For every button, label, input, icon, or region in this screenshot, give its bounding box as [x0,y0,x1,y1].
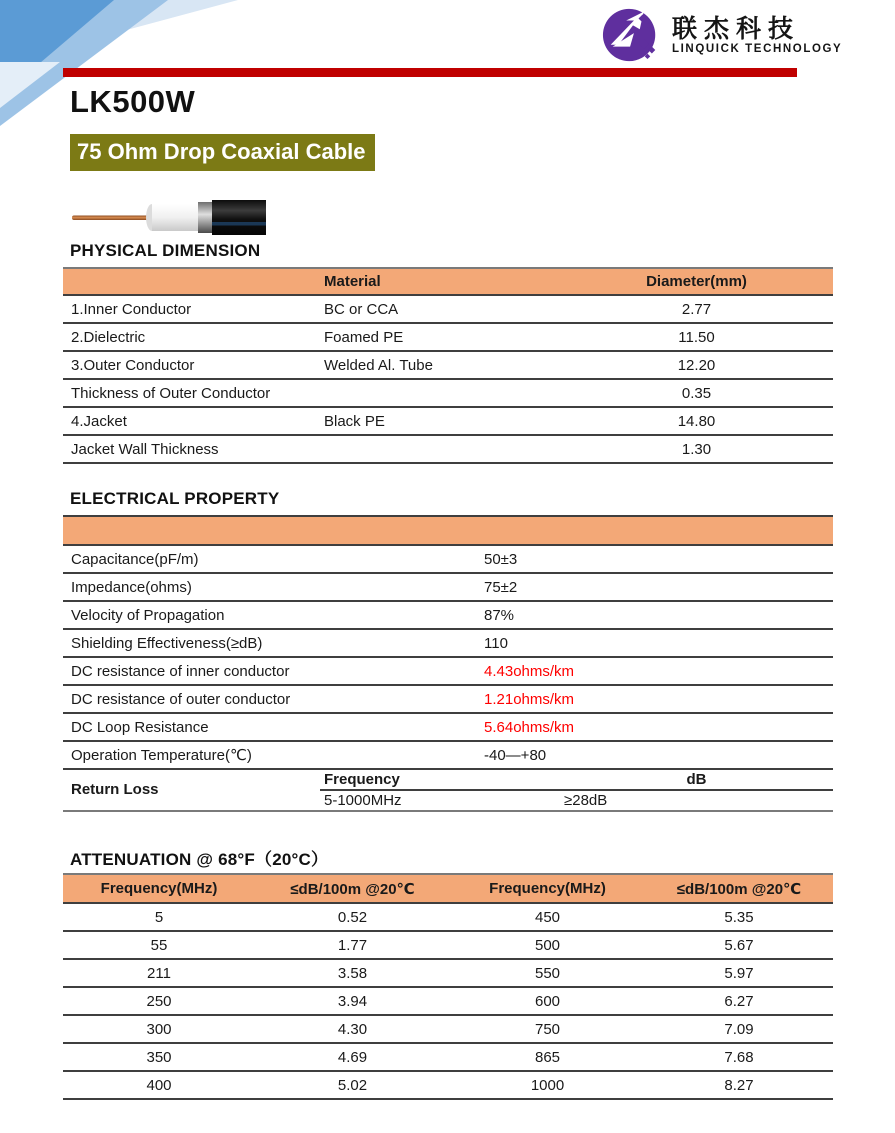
table-cell: DC resistance of inner conductor [71,662,290,680]
table-row [63,685,833,713]
table-cell: 250 [146,992,172,1010]
table-cell: 5.02 [337,1076,368,1094]
table-cell: 3.Outer Conductor [71,356,195,374]
table-cell: BC or CCA [324,300,399,318]
table-header-row [63,516,833,545]
table-cell: 4.43ohms/km [484,662,575,680]
table-cell: 211 [147,964,171,982]
table-cell: 11.50 [678,328,715,346]
table-cell: 8.27 [724,1076,754,1094]
table-cell: 865 [534,1048,561,1066]
cable-image [68,196,266,240]
table-cell: 1.30 [681,440,712,458]
table-cell: 1.77 [337,936,368,954]
table-row [63,435,833,463]
table-cell: 50±3 [484,550,518,568]
column-header-frequency-1: Frequency(MHz) [100,880,218,897]
table-cell: Velocity of Propagation [71,606,225,624]
table-cell: Impedance(ohms) [71,578,192,596]
table-cell: 400 [146,1076,172,1094]
table-cell: 4.69 [337,1048,368,1066]
table-row [63,629,833,657]
table-cell: Black PE [324,412,385,430]
table-row [63,351,833,379]
table-row [63,713,833,741]
table-row [63,601,833,629]
table-row [63,931,833,959]
table-cell: Shielding Effectiveness(≥dB) [71,634,263,652]
table-cell: 5.67 [724,936,754,954]
table-cell: Welded Al. Tube [324,356,433,374]
table-cell: 1.Inner Conductor [71,300,192,318]
column-header-db-2: ≤dB/100m @20℃ [676,880,802,898]
table-cell: 3.58 [337,964,368,982]
table-cell: DC resistance of outer conductor [71,690,291,708]
table-row [63,1071,833,1099]
product-title: LK500W [70,84,196,119]
table-row [63,295,833,323]
column-header-frequency-2: Frequency(MHz) [489,880,606,897]
column-header-diameter: Diameter(mm) [646,273,747,290]
table-cell: 500 [534,936,561,954]
table-row [63,657,833,685]
physical-dimension-heading: PHYSICAL DIMENSION [70,241,261,260]
table-cell: 600 [534,992,561,1010]
table-cell: 6.27 [724,992,754,1010]
table-cell [320,379,560,407]
table-cell: 4.Jacket [71,412,127,430]
table-cell: 3.94 [337,992,368,1010]
table-cell: 350 [146,1048,172,1066]
table-row [63,1015,833,1043]
column-header-db-1: ≤dB/100m @20℃ [290,880,415,898]
table-cell: 12.20 [677,356,716,374]
table-row [63,1043,833,1071]
table-cell: 0.52 [337,908,368,926]
table-cell: 14.80 [677,412,716,430]
table-cell: 2.77 [681,300,712,318]
table-row [63,987,833,1015]
product-subtitle-badge: 75 Ohm Drop Coaxial Cable [70,134,375,171]
table-header-row [63,268,833,295]
table-cell: Capacitance(pF/m) [71,550,199,568]
table-cell: Operation Temperature(℃) [71,747,252,764]
table-cell: Jacket Wall Thickness [71,440,219,458]
frequency-value: 5-1000MHz [324,792,402,809]
db-header: dB [560,769,833,790]
table-cell: 1.21ohms/km [484,690,575,708]
red-divider [63,68,797,77]
table-row [63,903,833,931]
logo-text-cn: 联杰科技 [672,14,801,43]
table-header-row [63,874,833,903]
table-cell: 5 [154,908,164,926]
table-cell: 550 [534,964,561,982]
table-cell: 4.30 [337,1020,368,1038]
table-cell: 5.64ohms/km [484,718,575,736]
table-cell: 87% [484,606,515,624]
logo-icon [601,4,663,66]
column-header [63,268,320,295]
logo-text-en: LINQUICK TECHNOLOGY [672,43,843,56]
table-cell: 0.35 [681,384,712,402]
table-row [63,573,833,601]
table-cell: 750 [534,1020,561,1038]
table-cell: 7.68 [724,1048,754,1066]
table-row [63,323,833,351]
table-cell: Foamed PE [324,328,404,346]
logo-text [672,15,842,56]
table-row [63,407,833,435]
table-cell: 300 [146,1020,172,1038]
company-logo [601,4,842,66]
return-loss-table [63,769,833,812]
frequency-header: Frequency [320,769,560,790]
table-cell: 5.97 [724,964,754,982]
table-cell: 5.35 [724,908,754,926]
table-row [63,379,833,407]
table-cell: 55 [150,936,168,954]
table-cell [320,435,560,463]
table-row [63,959,833,987]
attenuation-table [63,873,833,1100]
attenuation-heading: ATTENUATION @ 68°F（20°C） [70,850,329,869]
column-header-material: Material [324,273,381,290]
table-cell: 1000 [530,1076,565,1094]
table-cell: 2.Dielectric [71,328,146,346]
electrical-property-heading: ELECTRICAL PROPERTY [70,489,280,508]
table-row [63,769,833,790]
table-cell: -40—+80 [484,746,547,764]
table-cell: 7.09 [724,1020,754,1038]
table-cell: 75±2 [484,578,518,596]
electrical-property-table [63,515,833,770]
table-cell: 110 [484,634,508,652]
table-cell: Thickness of Outer Conductor [71,384,271,402]
table-row [63,545,833,573]
table-cell: 450 [534,908,561,926]
return-loss-label: Return Loss [71,781,159,798]
table-cell: DC Loop Resistance [71,718,209,736]
table-row [63,741,833,769]
physical-dimension-table [63,267,833,464]
db-value: ≥28dB [564,792,608,809]
